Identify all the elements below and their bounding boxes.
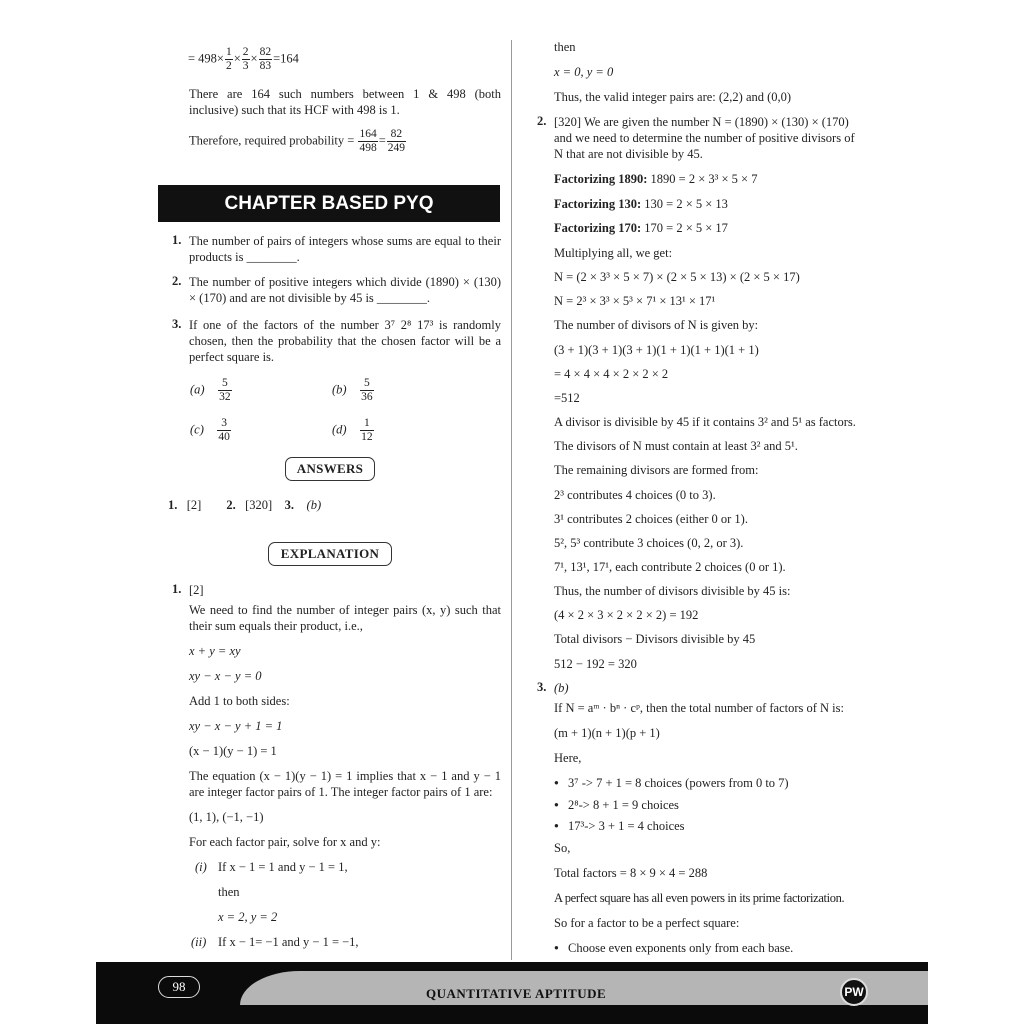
den: 3 [242, 60, 249, 72]
e3-so: So, [554, 841, 571, 855]
option-label: (b) [332, 382, 347, 397]
probability-calc-line [188, 46, 299, 73]
num: 2 [242, 46, 249, 58]
valid-pairs: Thus, the valid integer pairs are: (2,2) and (0,0) [554, 90, 792, 104]
factorizing-170 [554, 220, 728, 236]
divisors-heading: The number of divisors of N is given by: [554, 318, 759, 332]
must-contain: The divisors of N must contain at least 3² and 5¹. [554, 439, 798, 453]
den: 498 [359, 142, 377, 154]
divisors-formula: (3 + 1)(3 + 1)(3 + 1)(1 + 1)(1 + 1)(1 + 1) [554, 343, 759, 357]
num: 82 [259, 46, 272, 58]
e1-case-i-result: x = 2, y = 2 [218, 910, 278, 924]
answer-number: 2. [226, 498, 236, 512]
n-product: N = (2 × 3³ × 5 × 7) × (2 × 5 × 13) × (2 × 5 × 17) [554, 270, 800, 284]
bullet-3-choices: ● 3⁷ -> 7 + 1 = 8 choices (powers from 0 to 7) [568, 775, 789, 791]
e1-factor-pairs: The equation (x − 1)(y − 1) = 1 implies that x − 1 and y − 1 are integer factor pairs of 1. The integer factor pairs of 1 are: [189, 769, 501, 799]
den: 249 [387, 142, 406, 154]
e3-here: Here, [554, 751, 582, 765]
e2-number: 2. [537, 114, 547, 128]
e1-solve: For each factor pair, solve for x and y: [189, 835, 381, 849]
e1-add-one: Add 1 to both sides: [189, 694, 290, 708]
q3-number: 3. [172, 317, 182, 331]
e3-intro: If N = aᵐ · bⁿ · cᵖ, then the total number of factors of N is: [554, 701, 844, 715]
e1-case-ii: If x − 1= −1 and y − 1 = −1, [218, 935, 359, 949]
factorizing-130 [554, 196, 728, 212]
column-divider [511, 40, 512, 960]
e1-eq-4: (x − 1)(y − 1) = 1 [189, 744, 277, 758]
answer-value: [2] [186, 498, 202, 512]
option-c [190, 417, 232, 444]
q1-number: 1. [172, 233, 182, 247]
num: 164 [359, 128, 377, 140]
times: × [233, 51, 241, 66]
e3-number: 3. [537, 680, 547, 694]
question-3: If one of the factors of the number 3⁷ 2⁸ 17³ is randomly chosen, then the probability that the chosen factor will be a perfect square is. [189, 318, 501, 364]
num: 5 [218, 377, 232, 391]
fraction-164-498 [358, 128, 377, 155]
calc-lead: = 498× [188, 51, 224, 66]
footer-title: QUANTITATIVE APTITUDE [426, 986, 607, 1001]
den: 40 [218, 431, 230, 443]
bullet-2-choices: ● 2⁸-> 8 + 1 = 9 choices [568, 797, 679, 813]
case-ii-then: then [554, 40, 576, 54]
explanation-heading: EXPLANATION [268, 542, 392, 566]
required-probability [189, 128, 407, 155]
answer-number: 1. [168, 498, 178, 512]
value: 130 = 2 × 5 × 13 [641, 197, 728, 211]
choice-2: 2³ contributes 4 choices (0 to 3). [554, 488, 716, 502]
num: 5 [360, 377, 374, 391]
option-label: (a) [190, 382, 205, 397]
e1-eq-3: xy − x − y + 1 = 1 [189, 719, 283, 733]
divisible-by-45: A divisor is divisible by 45 if it contains 3² and 5¹ as factors. [554, 415, 856, 429]
label: Factorizing 130: [554, 197, 642, 211]
chapter-banner: CHAPTER BASED PYQ [158, 185, 500, 222]
perfect-square-def: A perfect square has all even powers in its prime factorization. [554, 891, 845, 905]
bullet-17-choices: ● 17³-> 3 + 1 = 4 choices [568, 818, 685, 834]
final-result: 512 − 192 = 320 [554, 657, 637, 671]
option-b [332, 377, 375, 404]
remaining-divisors: The remaining divisors are formed from: [554, 463, 759, 477]
e3-formula: (m + 1)(n + 1)(p + 1) [554, 726, 660, 740]
den: 36 [361, 391, 373, 403]
option-label: (c) [190, 422, 204, 437]
option-label: (d) [332, 422, 347, 437]
prob-lead: Therefore, required probability = [189, 133, 355, 148]
answer-value: (b) [306, 498, 322, 512]
den: 83 [259, 60, 272, 72]
answers-heading: ANSWERS [285, 457, 375, 481]
fraction-1-2 [225, 46, 233, 73]
total-minus: Total divisors − Divisors divisible by 45 [554, 632, 756, 646]
case-ii-result: x = 0, y = 0 [554, 65, 614, 79]
equals: = [378, 133, 386, 148]
divisors-product: = 4 × 4 × 4 × 2 × 2 × 2 [554, 367, 669, 381]
e1-eq-2: xy − x − y = 0 [189, 669, 262, 683]
choice-7-13-17: 7¹, 13¹, 17¹, each contribute 2 choices (0 or 1). [554, 560, 786, 574]
paragraph-164-numbers: There are 164 such numbers between 1 & 498 (both inclusive) such that its HCF with 498 is 1. [189, 87, 501, 117]
divisible-count-heading: Thus, the number of divisors divisible by 45 is: [554, 584, 791, 598]
question-1: The number of pairs of integers whose sums are equal to their products is ________. [189, 234, 501, 264]
bullet-even-exponents: ● Choose even exponents only from each base. [568, 940, 793, 956]
factorizing-1890 [554, 171, 757, 187]
page-number: 98 [158, 976, 200, 998]
label: Factorizing 170: [554, 221, 642, 235]
value: 170 = 2 × 5 × 17 [641, 221, 728, 235]
e1-case-i: If x − 1 = 1 and y − 1 = 1, [218, 860, 348, 874]
e1-case-ii-label: (ii) [191, 935, 207, 949]
answers-row [168, 497, 321, 513]
option-fraction [218, 377, 232, 404]
e1-answer: [2] [189, 583, 204, 597]
choice-5: 5², 5³ contribute 3 choices (0, 2, or 3). [554, 536, 744, 550]
e1-case-i-label: (i) [195, 860, 207, 874]
e1-pairs: (1, 1), (−1, −1) [189, 810, 264, 824]
e3-answer: (b) [554, 681, 569, 695]
den: 32 [219, 391, 231, 403]
answer-value: [320] [245, 498, 273, 512]
num: 1 [225, 46, 232, 58]
question-2: The number of positive integers which divide (1890) × (130) × (170) and are not divisible by 45 is ________. [189, 275, 501, 305]
multiplying: Multiplying all, we get: [554, 246, 673, 260]
num: 82 [387, 128, 406, 142]
option-fraction [217, 417, 231, 444]
option-fraction [360, 417, 374, 444]
calc-result: =164 [273, 51, 299, 66]
choice-3: 3¹ contributes 2 choices (either 0 or 1). [554, 512, 748, 526]
pw-logo: PW [840, 978, 868, 1006]
e1-eq-1: x + y = xy [189, 644, 241, 658]
e1-intro: We need to find the number of integer pairs (x, y) such that their sum equals their product, i.e., [189, 603, 501, 633]
fraction-82-249 [387, 128, 406, 155]
den: 12 [361, 431, 373, 443]
fraction-2-3 [242, 46, 250, 73]
total-factors: Total factors = 8 × 9 × 4 = 288 [554, 866, 708, 880]
option-a [190, 377, 233, 404]
divisible-count: (4 × 2 × 3 × 2 × 2 × 2) = 192 [554, 608, 699, 622]
num: 1 [360, 417, 374, 431]
times: × [250, 51, 258, 66]
option-fraction [360, 377, 374, 404]
value: 1890 = 2 × 3³ × 5 × 7 [647, 172, 758, 186]
fraction-82-83 [259, 46, 273, 73]
perfect-square-rule: So for a factor to be a perfect square: [554, 916, 740, 930]
den: 2 [225, 60, 232, 72]
e1-number: 1. [172, 582, 182, 596]
n-factored: N = 2³ × 3³ × 5³ × 7¹ × 13¹ × 17¹ [554, 294, 716, 308]
e1-case-i-then: then [218, 885, 240, 899]
e2-intro: [320] We are given the number N = (1890) × (130) × (170) and we need to determine the number of positive divisors of N that are not divisible by 45. [554, 115, 855, 161]
q2-number: 2. [172, 274, 182, 288]
label: Factorizing 1890: [554, 172, 648, 186]
divisors-total: =512 [554, 391, 580, 405]
answer-number: 3. [284, 498, 295, 512]
option-d [332, 417, 375, 444]
num: 3 [217, 417, 231, 431]
